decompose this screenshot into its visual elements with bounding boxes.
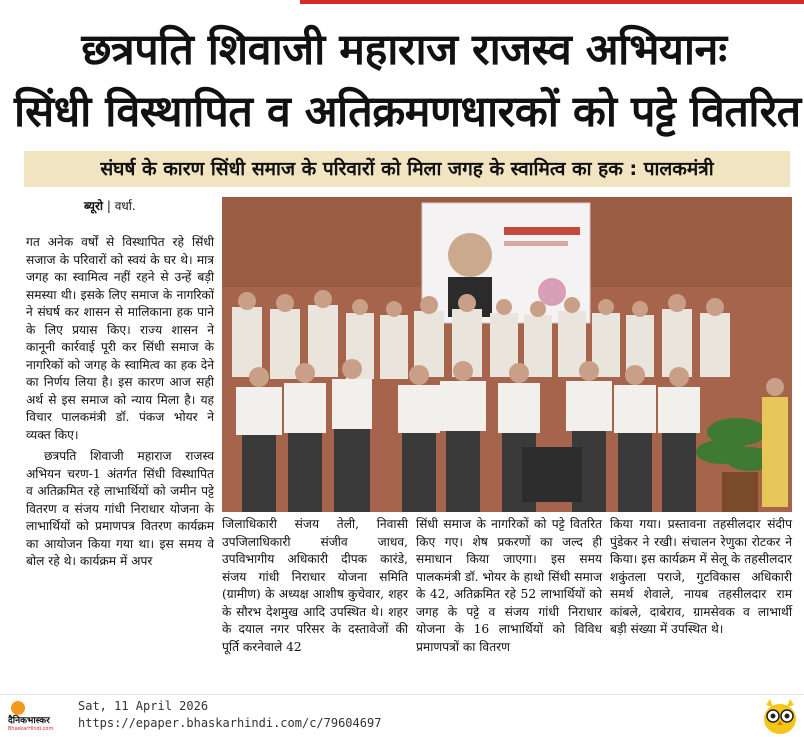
byline-bureau: ब्यूरो — [84, 199, 103, 213]
footer — [0, 694, 804, 737]
event-photo — [222, 197, 792, 512]
byline-place: वर्धा. — [114, 199, 136, 213]
top-red-bar — [300, 0, 804, 4]
headline-line-1: छत्रपति शिवाजी महाराज राजस्व अभियानः — [81, 25, 727, 75]
logo-subtext: BhaskarHindi.com — [8, 726, 54, 731]
bhaskar-logo — [6, 699, 68, 731]
top-rule — [0, 0, 804, 8]
owl-mascot-icon — [760, 697, 800, 735]
article-column-4-text: किया गया। प्रस्तावना तहसीलदार संदीप पुंडेकर ने रखी। संचालन रेणुका रोटकर ने किया। इस कार्यक्रम में सेलू के तहसीलदार शकुंतला पराजे, गुटविकास अधिकारी समर्थ शेवाले, नायब तहसीलदार राम कांबले, दाबेराव, ग्रामसेवक व लाभार्थी बड़ी संख्या में उपस्थित थे। — [610, 517, 792, 636]
footer-url[interactable]: https://epaper.bhaskarhindi.com/c/79604697 — [78, 716, 382, 730]
logo-text: दैनिकभास्कर — [8, 716, 50, 726]
byline — [84, 197, 136, 214]
article-column-4 — [610, 516, 792, 639]
headline-line-2: सिंधी विस्थापित व अतिक्रमणधारकों को पट्टे वितरित — [14, 87, 801, 137]
article-column-1 — [26, 234, 214, 571]
article-column-3-text: सिंधी समाज के नागरिकों को पट्टे वितरित किए गए। शेष प्रकरणों का जल्द ही समाधान किया जाएगा। इस समय पालकमंत्री डॉ. भोयर के हाथो सिंधी समाज के 42, अतिक्रमित रहे 52 लाभार्थियों को जगह के पट्टे व संजय गांधी निराधार योजना के 16 लाभार्थियों को विविध प्रमाणपत्रों का वितरण — [416, 517, 602, 654]
footer-date: Sat, 11 April 2026 — [78, 699, 209, 713]
byline-separator: | — [106, 199, 115, 213]
subheadline: संघर्ष के कारण सिंधी समाज के परिवारों को मिला जगह के स्वामित्व का हक : पालकमंत्री — [24, 151, 790, 187]
article-column-2 — [222, 516, 408, 656]
article-paragraph-1: गत अनेक वर्षों से विस्थापित रहे सिंधी सजाज के परिवारों को स्वयं के घर थे। मात्र जगह का स्वामित्व नहीं रहने से उन्हें बड़ी समस्या थी। इसके लिए समाज के नागरिकों ने संघर्ष कर शासन से मालिकाना हक पाने के लिए प्रयास किए। राज्य शासन ने कानूनी कार्रवाई पूरी कर सिंधी समाज के नागरिकों को जगह के स्वामित्व का हक देने का निर्णय लिया है। इस कारण आज सही अर्थ से इस समाज को न्याय मिला है। यह विचार पालकमंत्री डॉ. पंकज भोयर ने व्यक्त किए। — [26, 235, 214, 442]
event-photo-illustration — [222, 197, 792, 512]
article-column-3 — [416, 516, 602, 656]
article-paragraph-2: छत्रपति शिवाजी महाराज राजस्व अभियन चरण-1 अंतर्गत सिंधी विस्थापित व अतिक्रमित रहे लाभार्थियों को जमीन पट्टे वितरण व संजय गांधी निराधार योजना के लाभार्थियों को प्रमाणपत्र वितरण कार्यक्रम का आयोजन किया गया था। इस समय वे बोल रहे थे। कार्यक्रम में अपर — [26, 449, 214, 568]
article-column-2-text: जिलाधिकारी संजय तेली, निवासी उपजिलाधिकारी संजीव जाधव, उपविभागीय अधिकारी दीपक कारंडे, संजय गांधी निराधार योजना समिति (ग्रामीण) के अध्यक्ष आशीष कुचेवार, शहर के सौरभ देशमुख आदि उपस्थित थे। शहर के दयाल नगर परिसर के दस्तावेजों की पूर्ति करनेवाले 42 — [222, 517, 408, 654]
